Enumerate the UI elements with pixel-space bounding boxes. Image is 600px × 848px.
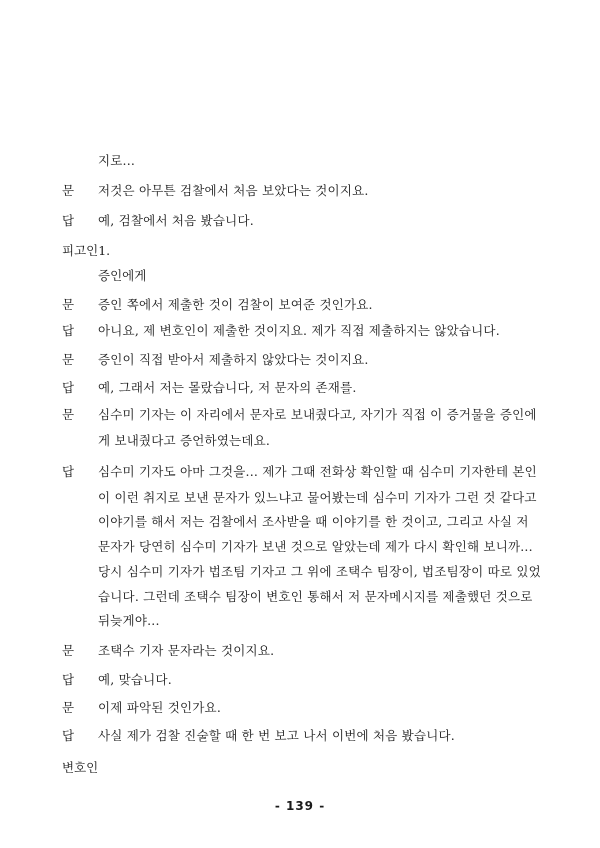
question-text: 심수미 기자는 이 자리에서 문자로 보내줬다고, 자기가 직접 이 증거물을 증인에 — [98, 407, 537, 422]
answer-text: 아니요, 제 변호인이 제출한 것이지요. 제가 직접 제출하지는 않았습니다. — [98, 323, 500, 338]
question-label: 문 — [62, 643, 75, 658]
question-label: 문 — [62, 407, 75, 422]
continuation-line: 지로... — [98, 153, 136, 168]
answer-text: 당시 심수미 기자가 법조팀 기자고 그 위에 조택수 팀장이, 법조팀장이 따로 있었 — [98, 564, 541, 579]
answer-text: 이야기를 해서 저는 검찰에서 조사받을 때 이야기를 한 것이고, 그리고 사실 저 — [98, 514, 529, 529]
question-text: 증인 쪽에서 제출한 것이 검찰이 보여준 것인가요. — [98, 297, 373, 312]
answer-text: 습니다. 그런데 조택수 팀장이 변호인 통해서 저 문자메시지를 제출했던 것으로 — [98, 589, 533, 604]
answer-label: 답 — [62, 464, 75, 479]
question-text: 게 보내줬다고 증언하였는데요. — [98, 433, 271, 448]
answer-label: 답 — [62, 213, 75, 228]
question-text: 이제 파악된 것인가요. — [98, 700, 221, 715]
answer-label: 답 — [62, 728, 75, 743]
answer-text: 사실 제가 검찰 진술할 때 한 번 보고 나서 이번에 처음 봤습니다. — [98, 728, 455, 743]
answer-text: 이 이런 취지로 보낸 문자가 있느냐고 물어봤는데 심수미 기자가 그런 것 같다고 — [98, 490, 537, 505]
question-label: 문 — [62, 297, 75, 312]
answer-text: 뒤늦게야... — [98, 613, 160, 628]
answer-text: 예, 그래서 저는 몰랐습니다, 저 문자의 존재를. — [98, 380, 357, 395]
question-text: 저것은 아무튼 검찰에서 처음 보았다는 것이지요. — [98, 183, 369, 198]
question-text: 증인이 직접 받아서 제출하지 않았다는 것이지요. — [98, 352, 369, 367]
answer-label: 답 — [62, 323, 75, 338]
answer-text: 예, 검찰에서 처음 봤습니다. — [98, 213, 254, 228]
page-number: - 139 - — [274, 799, 326, 813]
question-label: 문 — [62, 352, 75, 367]
addressee-line: 증인에게 — [98, 268, 147, 283]
answer-label: 답 — [62, 672, 75, 687]
answer-text: 심수미 기자도 아마 그것을... 제가 그때 전화상 확인할 때 심수미 기자한테 본인 — [98, 464, 537, 479]
speaker-heading: 피고인1. — [62, 243, 111, 258]
question-text: 조택수 기자 문자라는 것이지요. — [98, 643, 275, 658]
speaker-heading: 변호인 — [62, 760, 99, 775]
answer-text: 문자가 당연히 심수미 기자가 보낸 것으로 알았는데 제가 다시 확인해 보니까... — [98, 539, 533, 554]
question-label: 문 — [62, 700, 75, 715]
answer-text: 예, 맞습니다. — [98, 672, 172, 687]
question-label: 문 — [62, 183, 75, 198]
answer-label: 답 — [62, 380, 75, 395]
